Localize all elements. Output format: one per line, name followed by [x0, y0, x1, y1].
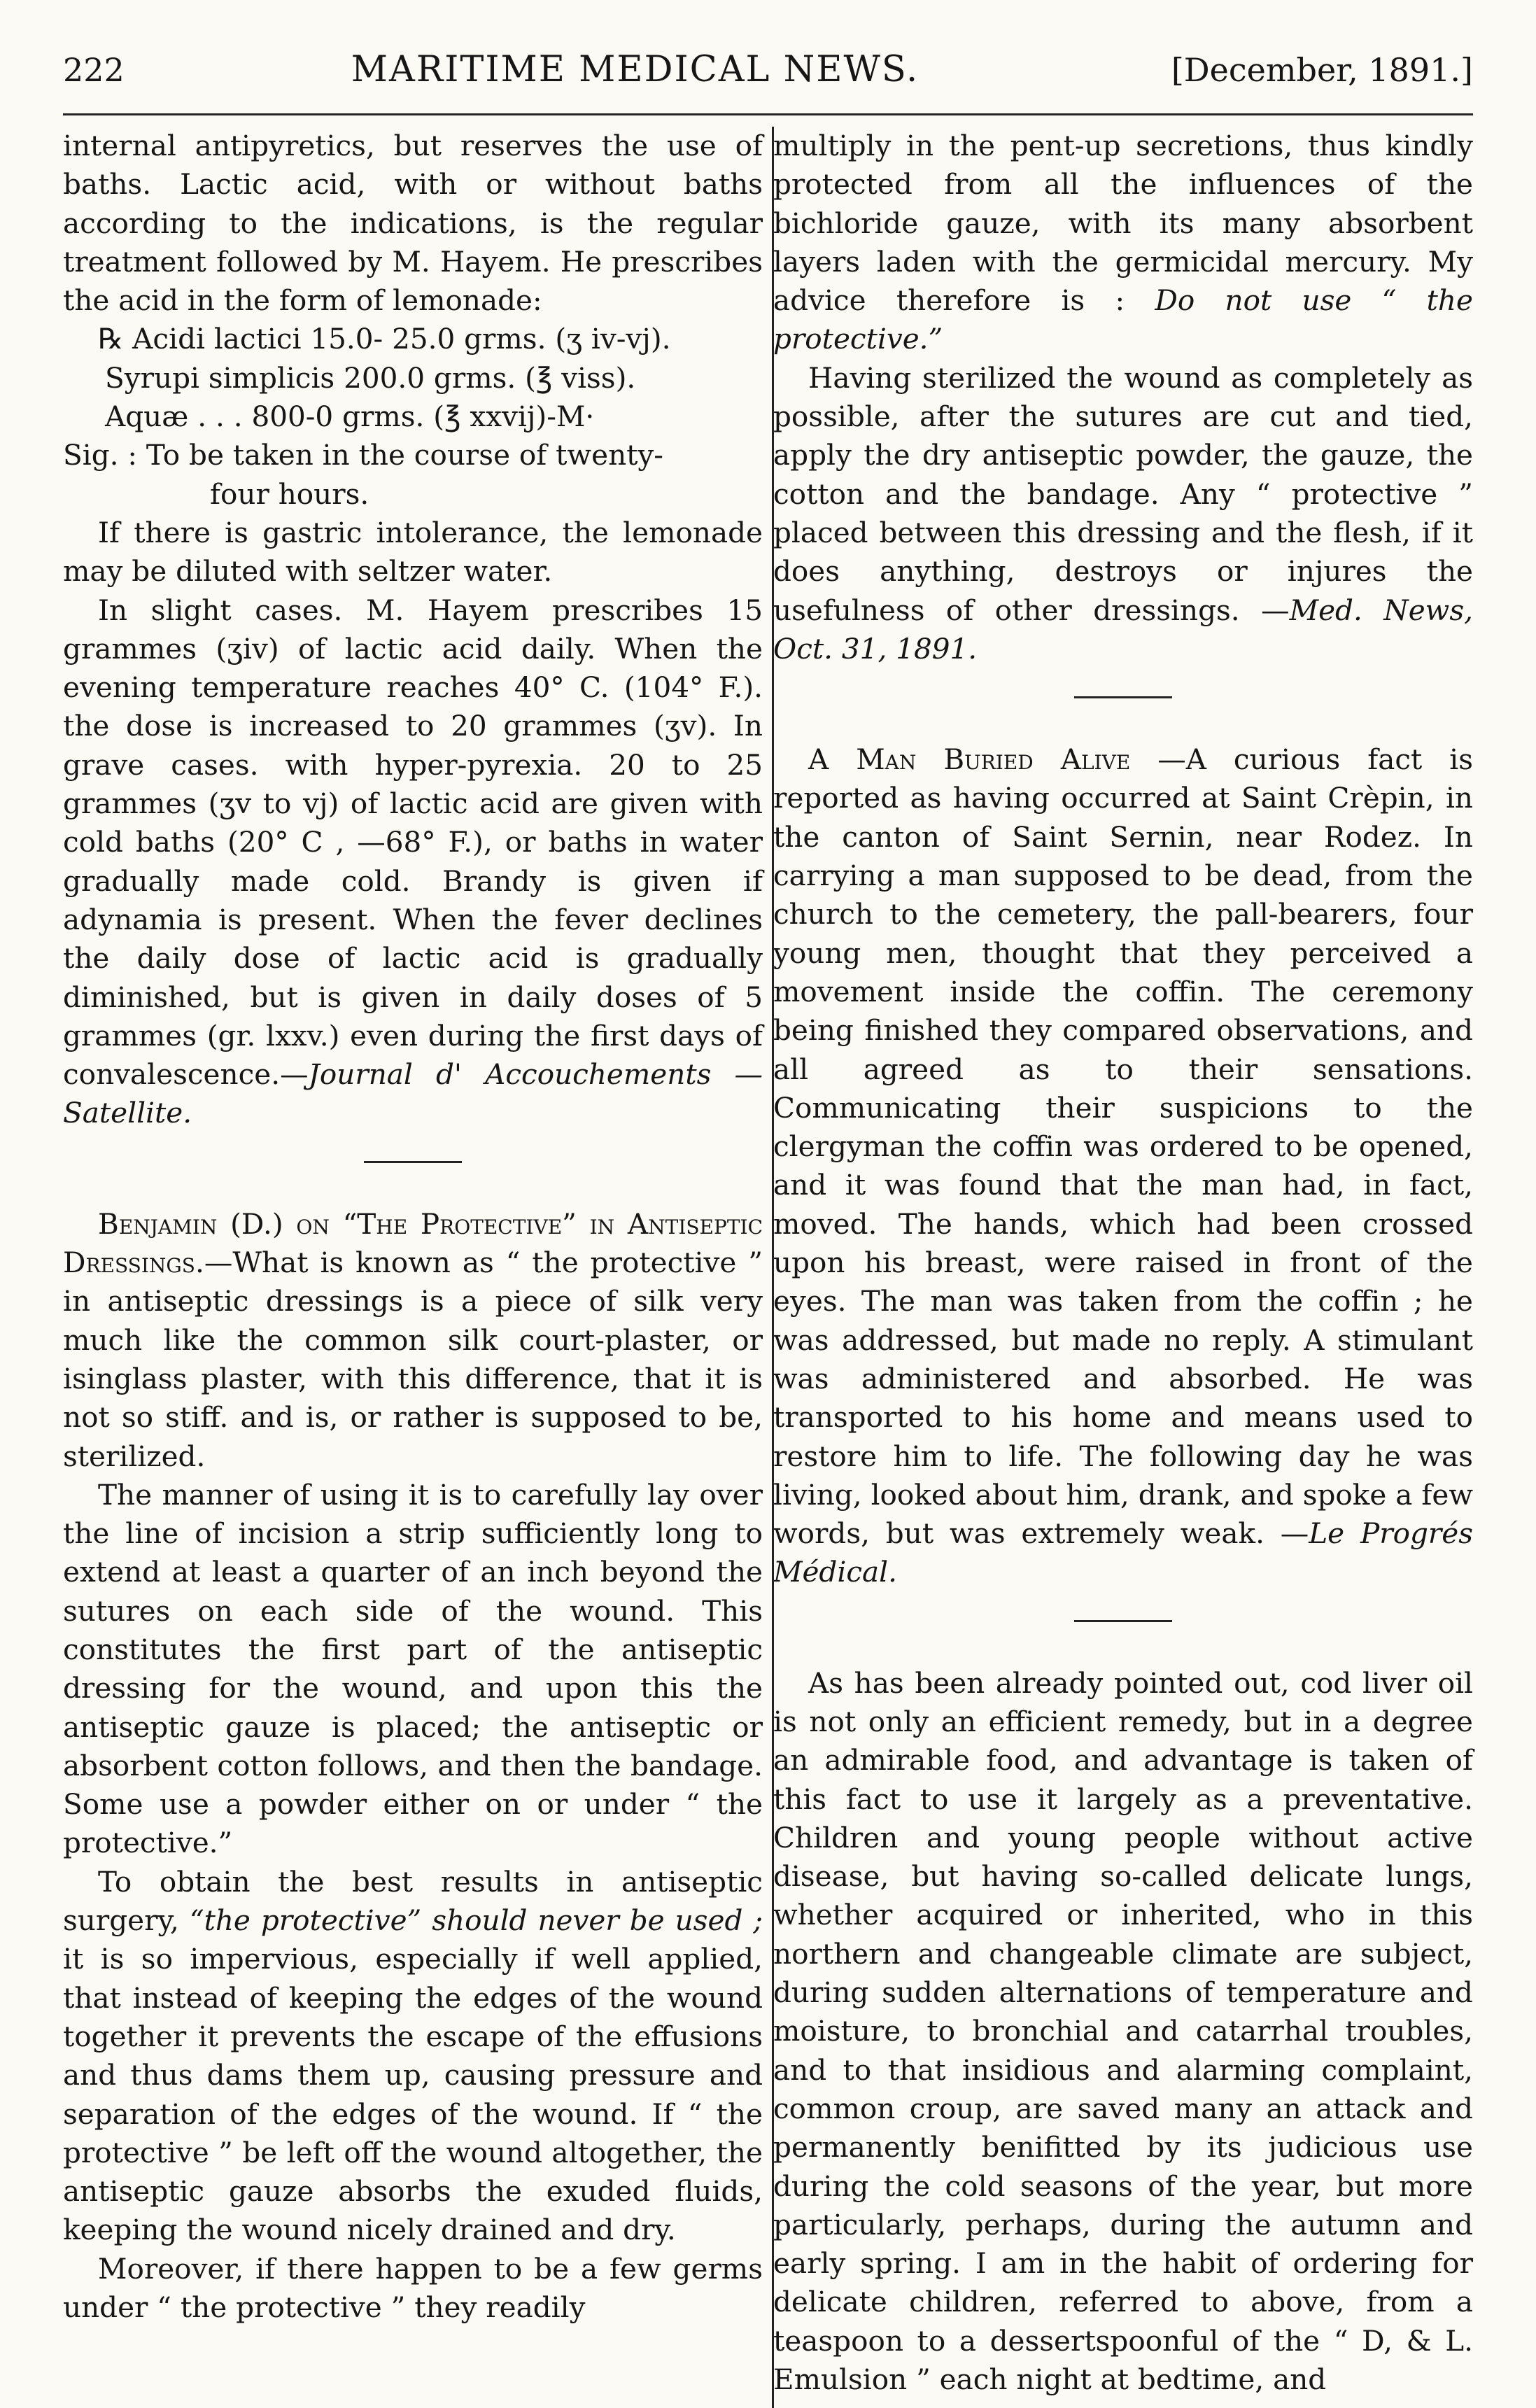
- text-columns: [63, 127, 1473, 2408]
- benjamin-paragraph-3-b: it is so impervious, especially if well applied, that instead of keeping the edges of the wound together it prevents the escape of the effusions and thus dams them up, causing pressure and separation of the edges of the wound. If “ the protective ” be left off the wound altogether, the antiseptic gauze absorbs the exuded fluids, keeping the wound nicely drained and dry.: [63, 1942, 763, 2247]
- hayem-paragraph-1: internal antipyretics, but reserves the use of baths. Lactic acid, with or without baths according to the indications, is the regular treatment followed by M. Hayem. He prescribes the acid in the form of lemonade:: [63, 129, 763, 318]
- benjamin-continuation: [773, 127, 1473, 359]
- hayem-paragraph-3-text: In slight cases. M. Hayem prescribes 15 grammes (ʒiv) of lactic acid daily. When the evening temperature reaches 40° C. (104° F.). the dose is increased to 20 grammes (ʒv). In grave cases. with hyper-pyrexia. 20 to 25 grammes (ʒv to vj) of lactic acid are given with cold baths (20° C , —68° F.), or baths in water gradually made cold. Brandy is given if adynamia is present. When the fever declines the daily dose of lactic acid is gradually diminished, but is given in daily doses of 5 grammes (gr. lxxv.) even during the first days of convalescence.—: [63, 593, 763, 1092]
- section-separator: [364, 1161, 462, 1163]
- buried-alive-text: —A curious fact is reported as having occurred at Saint Crèpin, in the canton of Saint Sernin, near Rodez. In carrying a man supposed to be dead, from the church to the cemetery, the pall-bearers, four young men, thought that they perceived a movement inside the coffin. The ceremony being finished they compared observations, and all agreed as to their sensations. Communicating their suspicions to the clergyman the coffin was ordered to be opened, and it was found that the man had, in fact, moved. The hands, which had been crossed upon his breast, were raised in front of the eyes. The man was taken from the coffin ; he was addressed, but made no reply. A stimulant was administered and absorbed. He was transported to his home and means used to restore him to life. The following day he was living, looked about him, drank, and spoke a few words, but was extremely weak. —: [773, 742, 1473, 1551]
- hayem-paragraph-2: If there is gastric intolerance, the lemonade may be diluted with seltzer water.: [63, 515, 763, 589]
- buried-alive-paragraph: [773, 740, 1473, 1592]
- prescription-line-1: ℞ Acidi lactici 15.0- 25.0 grms. (ʒ iv-vj).: [98, 322, 671, 356]
- prescription-line-2: Syrupi simplicis 200.0 grms. (℥ viss).: [105, 360, 636, 395]
- section-separator: [1074, 1620, 1172, 1622]
- journal-title: MARITIME MEDICAL NEWS.: [351, 49, 920, 90]
- column-divider: [772, 127, 774, 2408]
- benjamin-paragraph-5: [773, 359, 1473, 668]
- page-number: 222: [63, 51, 125, 89]
- benjamin-paragraph-5-text: Having sterilized the wound as completely as possible, after the sutures are cut and tied, apply the dry antiseptic powder, the gauze, the cotton and the bandage. Any “ protective ” placed between this dressing and the flesh, if it does anything, destroys or injures the usefulness of other dressings. —: [773, 360, 1473, 627]
- left-column: [63, 127, 763, 2408]
- benjamin-continuation-text: multiply in the pent-up secretions, thus kindly protected from all the influences of the bichloride gauze, with its many absorbent layers laden with the germicidal mercury. My advice therefore is :: [773, 129, 1473, 318]
- benjamin-paragraph-1-text: —What is known as “ the protective ” in antiseptic dressings is a piece of silk very much like the common silk court-plaster, or isinglass plaster, with this difference, that it is not so stiff. and is, or rather is supposed to be, sterilized.: [63, 1246, 763, 1473]
- buried-alive-title: A Man Buried Alive: [808, 742, 1131, 777]
- prescription-line-3: Aquæ . . . 800-0 grms. (℥ xxvij)-M·: [105, 400, 595, 434]
- header-rule: [63, 113, 1473, 115]
- hayem-paragraph-3: [63, 591, 763, 1133]
- prescription-sig-1: Sig. : To be taken in the course of twenty-: [63, 438, 663, 472]
- benjamin-source: Med. News, Oct. 31, 1891.: [773, 593, 1473, 666]
- benjamin-paragraph-3-a: To obtain the best results in antiseptic surgery,: [63, 1864, 763, 1938]
- benjamin-title: Benjamin (D.) on “The Protective” in Antiseptic Dressings.: [63, 1206, 763, 1280]
- cod-liver-oil-paragraph: As has been already pointed out, cod liver oil is not only an efficient remedy, but in a degree an admirable food, and advantage is taken of this fact to use it largely as a preventative. Children and young people without active disease, but having so-called delicate lungs, whether acquired or inherited, who in this northern and changeable climate are subject, during sudden alternations of temperature and moisture, to bronchial and catarrhal troubles, and to that insidious and alarming complaint, common croup, are saved many an attack and permanently benifitted by its judicious use during the cold seasons of the year, but more particularly, perhaps, during the autumn and early spring. I am in the habit of ordering for delicate children, referred to above, from a teaspoon to a dessertspoonful of the “ D, & L. Emulsion ” each night at bedtime, and: [773, 1666, 1473, 2397]
- benjamin-paragraph-3-emphasis: “the protective” should never be used ;: [189, 1903, 763, 1938]
- benjamin-paragraph-4: Moreover, if there happen to be a few germs under “ the protective ” they readily: [63, 2251, 763, 2325]
- benjamin-paragraph-1: [63, 1205, 763, 1476]
- right-column: [773, 127, 1473, 2408]
- hayem-source: Journal d' Accouchements — Satellite.: [63, 1057, 763, 1130]
- prescription-sig-2: four hours.: [210, 477, 369, 511]
- running-header: [63, 49, 1473, 98]
- benjamin-paragraph-2: The manner of using it is to carefully lay over the line of incision a strip sufficiently long to extend at least a quarter of an inch beyond the sutures on each side of the wound. This constitutes the first part of the antiseptic dressing for the wound, and upon this the antiseptic gauze is placed; the antiseptic or absorbent cotton follows, and then the bandage. Some use a powder either on or under “ the protective.”: [63, 1477, 763, 1860]
- benjamin-advice: Do not use “ the protective.”: [773, 283, 1473, 356]
- section-separator: [1074, 696, 1172, 698]
- buried-alive-source: Le Progrés Médical.: [773, 1516, 1473, 1589]
- issue-date: [December, 1891.]: [1171, 51, 1473, 89]
- benjamin-paragraph-3: [63, 1863, 763, 2250]
